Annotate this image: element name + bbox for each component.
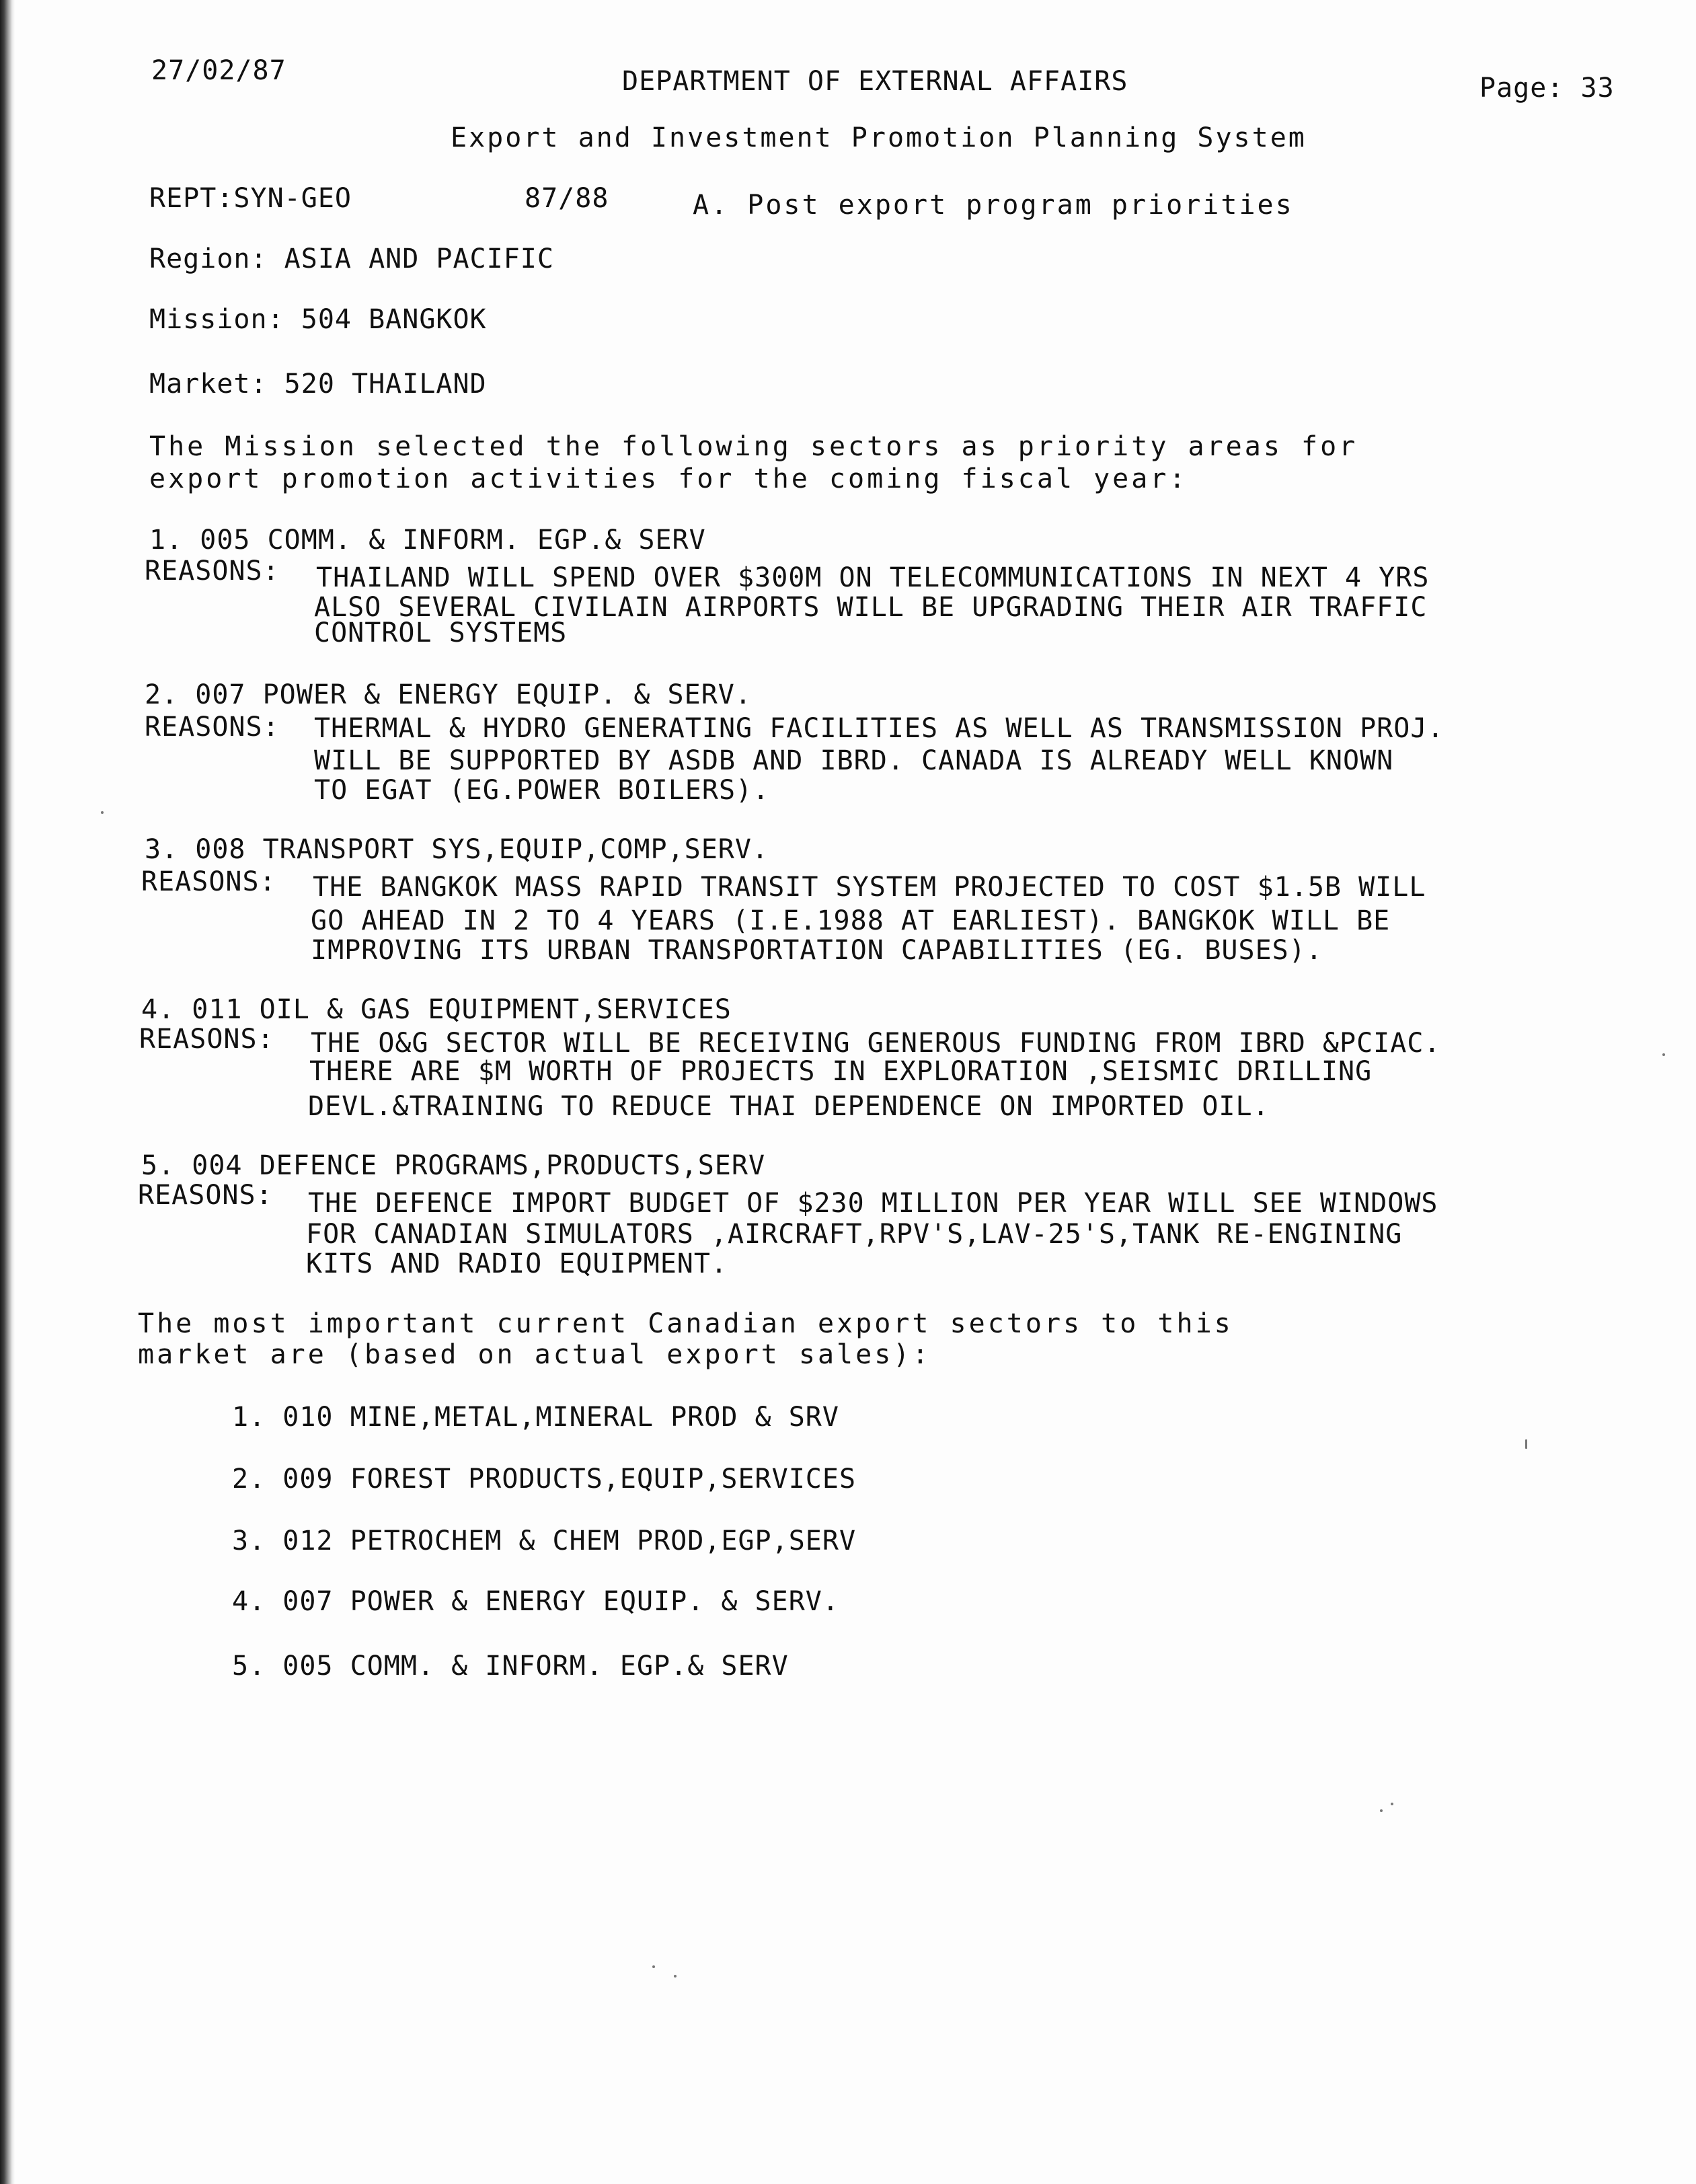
sector-title: 3. 008 TRANSPORT SYS,EQUIP,COMP,SERV. — [145, 834, 769, 865]
report-code: REPT:SYN-GEO — [149, 183, 352, 214]
reason-line: DEVL.&TRAINING TO REDUCE THAI DEPENDENCE ON IMPORTED OIL. — [308, 1091, 1270, 1122]
scan-speck — [652, 1965, 655, 1968]
reason-line: THERE ARE $M WORTH OF PROJECTS IN EXPLORATION ,SEISMIC DRILLING — [309, 1056, 1373, 1087]
reason-line: THE DEFENCE IMPORT BUDGET OF $230 MILLION PER YEAR WILL SEE WINDOWS — [308, 1188, 1438, 1219]
reason-line: THE BANGKOK MASS RAPID TRANSIT SYSTEM PROJECTED TO COST $1.5B WILL — [313, 872, 1426, 903]
department-heading: DEPARTMENT OF EXTERNAL AFFAIRS — [622, 66, 1128, 97]
scan-speck — [1525, 1439, 1527, 1449]
current-sector-item: 1. 010 MINE,METAL,MINERAL PROD & SRV — [232, 1402, 839, 1433]
sector-title: 5. 004 DEFENCE PROGRAMS,PRODUCTS,SERV — [141, 1150, 766, 1181]
scan-speck — [1391, 1803, 1393, 1805]
reason-line: TO EGAT (EG.POWER BOILERS). — [314, 775, 770, 806]
intro-line-1: The Mission selected the following sectors as priority areas for — [149, 431, 1358, 462]
scan-speck — [101, 811, 104, 814]
reason-line: IMPROVING ITS URBAN TRANSPORTATION CAPABILITIES (EG. BUSES). — [311, 935, 1323, 966]
reason-line: FOR CANADIAN SIMULATORS ,AIRCRAFT,RPV'S,LAV-25'S,TANK RE-ENGINING — [306, 1219, 1403, 1250]
system-title: Export and Investment Promotion Planning System — [451, 122, 1307, 153]
mission-line: Mission: 504 BANGKOK — [149, 304, 487, 335]
scan-edge — [0, 0, 15, 2184]
region-line: Region: ASIA AND PACIFIC — [149, 243, 554, 274]
reasons-label: REASONS: — [139, 1024, 274, 1055]
report-date: 27/02/87 — [151, 55, 286, 86]
reasons-label: REASONS: — [138, 1180, 273, 1211]
current-intro-line-2: market are (based on actual export sales): — [138, 1339, 931, 1370]
current-sector-item: 4. 007 POWER & ENERGY EQUIP. & SERV. — [232, 1586, 839, 1617]
reason-line: THAILAND WILL SPEND OVER $300M ON TELECOMMUNICATIONS IN NEXT 4 YRS — [316, 562, 1430, 593]
reason-line: ALSO SEVERAL CIVILAIN AIRPORTS WILL BE UPGRADING THEIR AIR TRAFFIC — [314, 592, 1428, 623]
sector-title: 2. 007 POWER & ENERGY EQUIP. & SERV. — [145, 679, 752, 710]
reason-line: KITS AND RADIO EQUIPMENT. — [306, 1248, 728, 1279]
sector-title: 4. 011 OIL & GAS EQUIPMENT,SERVICES — [141, 994, 732, 1025]
reasons-label: REASONS: — [145, 712, 280, 743]
reason-line: GO AHEAD IN 2 TO 4 YEARS (I.E.1988 AT EARLIEST). BANGKOK WILL BE — [311, 905, 1391, 936]
current-intro-line-1: The most important current Canadian export sectors to this — [138, 1308, 1233, 1339]
sector-title: 1. 005 COMM. & INFORM. EGP.& SERV — [149, 525, 706, 556]
market-line: Market: 520 THAILAND — [149, 369, 487, 400]
fiscal-year: 87/88 — [525, 183, 609, 214]
reason-line: WILL BE SUPPORTED BY ASDB AND IBRD. CANADA IS ALREADY WELL KNOWN — [314, 745, 1394, 776]
reason-line: CONTROL SYSTEMS — [314, 617, 568, 648]
page-number: Page: 33 — [1479, 73, 1615, 104]
current-sector-item: 2. 009 FOREST PRODUCTS,EQUIP,SERVICES — [232, 1464, 857, 1495]
reasons-label: REASONS: — [141, 866, 276, 897]
current-sector-item: 3. 012 PETROCHEM & CHEM PROD,EGP,SERV — [232, 1526, 857, 1556]
scan-speck — [674, 1975, 677, 1978]
report-title: A. Post export program priorities — [693, 190, 1294, 221]
scan-speck — [1662, 1053, 1665, 1056]
reasons-label: REASONS: — [145, 556, 280, 587]
scan-speck — [1380, 1809, 1383, 1812]
reason-line: THERMAL & HYDRO GENERATING FACILITIES AS WELL AS TRANSMISSION PROJ. — [314, 713, 1444, 744]
reason-line: THE O&G SECTOR WILL BE RECEIVING GENEROUS FUNDING FROM IBRD &PCIAC. — [311, 1028, 1441, 1059]
intro-line-2: export promotion activities for the coming fiscal year: — [149, 463, 1188, 494]
current-sector-item: 5. 005 COMM. & INFORM. EGP.& SERV — [232, 1651, 789, 1682]
